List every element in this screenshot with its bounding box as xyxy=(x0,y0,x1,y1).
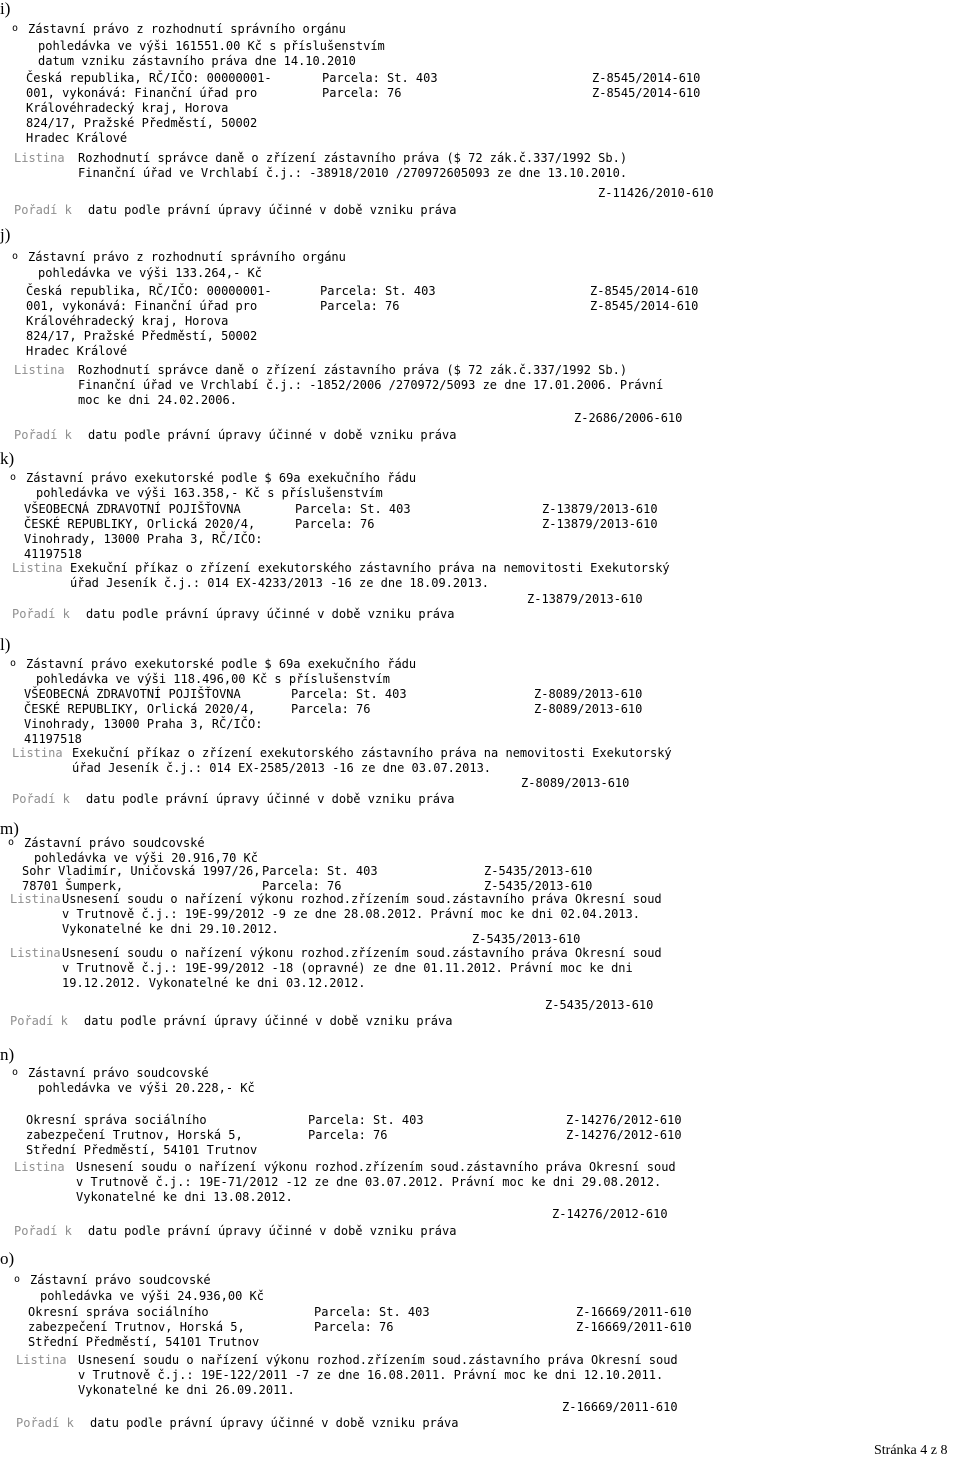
parcel-zcode: Z-8089/2013-610 xyxy=(534,687,643,701)
owner-line: 824/17, Pražské Předměstí, 50002 xyxy=(26,329,258,343)
owner-line: ČESKÉ REPUBLIKY, Orlická 2020/4, xyxy=(24,517,256,531)
listina-line: Usnesení soudu o nařízení výkonu rozhod.zřízením soud.zástavního práva Okresní soud xyxy=(78,1353,678,1367)
owner-line: Královéhradecký kraj, Horova xyxy=(26,314,229,328)
listina-zcode: Z-2686/2006-610 xyxy=(574,411,683,425)
listina-line: Finanční úřad ve Vrchlabí č.j.: -1852/2006 /270972/5093 ze dne 17.01.2006. Právní xyxy=(78,378,664,392)
owner-line: 41197518 xyxy=(24,547,82,561)
parcel-label: Parcela: 76 xyxy=(262,879,342,893)
owner-line: Královéhradecký kraj, Horova xyxy=(26,101,229,115)
listina-zcode: Z-14276/2012-610 xyxy=(552,1207,668,1221)
entry-letter: k) xyxy=(0,449,15,468)
parcel-label: Parcela: St. 403 xyxy=(314,1305,430,1319)
owner-line: zabezpečení Trutnov, Horská 5, xyxy=(28,1320,245,1334)
owner-line: Hradec Králové xyxy=(26,344,128,358)
owner-line: 001, vykonává: Finanční úřad pro xyxy=(26,299,258,313)
listina-line: úřad Jeseník č.j.: 014 EX-2585/2013 -16 ze dne 03.07.2013. xyxy=(72,761,492,775)
entry-detail-line: datum vzniku zástavního práva dne 14.10.2010 xyxy=(38,54,356,68)
owner-line: Okresní správa sociálního xyxy=(26,1113,207,1127)
owner-line: 78701 Šumperk, xyxy=(22,879,124,893)
bullet-icon: o xyxy=(10,658,17,669)
listina-line: Finanční úřad ve Vrchlabí č.j.: -38918/2010 /270972605093 ze dne 13.10.2010. xyxy=(78,166,628,180)
listina-line: moc ke dni 24.02.2006. xyxy=(78,393,237,407)
entry-title: Zástavní právo exekutorské podle $ 69a exekučního řádu xyxy=(26,471,417,485)
poradi-text: datu podle právní úpravy účinné v době vzniku práva xyxy=(86,607,455,621)
parcel-zcode: Z-16669/2011-610 xyxy=(576,1305,692,1319)
parcel-label: Parcela: 76 xyxy=(320,299,400,313)
bullet-icon: o xyxy=(12,23,19,34)
entry-title: Zástavní právo soudcovské xyxy=(24,836,205,850)
listina-line: Exekuční příkaz o zřízení exekutorského zástavního práva na nemovitosti Exekutorský xyxy=(72,746,672,760)
listina-line: Usnesení soudu o nařízení výkonu rozhod.zřízením soud.zástavního práva Okresní soud xyxy=(62,946,662,960)
owner-line: 41197518 xyxy=(24,732,82,746)
entry-detail-line: pohledávka ve výši 161551.00 Kč s příslušenstvím xyxy=(38,39,385,53)
owner-line: 001, vykonává: Finanční úřad pro xyxy=(26,86,258,100)
parcel-zcode: Z-5435/2013-610 xyxy=(484,864,593,878)
entry-title: Zástavní právo z rozhodnutí správního orgánu xyxy=(28,250,346,264)
parcel-zcode: Z-8089/2013-610 xyxy=(534,702,643,716)
listina-label: Listina xyxy=(14,151,65,165)
listina-zcode: Z-8089/2013-610 xyxy=(521,776,630,790)
listina-label: Listina xyxy=(16,1353,67,1367)
entry-detail-line: pohledávka ve výši 133.264,- Kč xyxy=(38,266,262,280)
listina-line: Exekuční příkaz o zřízení exekutorského zástavního práva na nemovitosti Exekutorský xyxy=(70,561,670,575)
listina-zcode: Z-5435/2013-610 xyxy=(472,932,581,946)
parcel-label: Parcela: 76 xyxy=(308,1128,388,1142)
owner-line: Sohr Vladimír, Uničovská 1997/26, xyxy=(22,864,261,878)
entry-title: Zástavní právo soudcovské xyxy=(30,1273,211,1287)
entry-detail-line: pohledávka ve výši 118.496,00 Kč s příslušenstvím xyxy=(36,672,391,686)
bullet-icon: o xyxy=(8,837,15,848)
listina-label: Listina xyxy=(14,1160,65,1174)
poradi-text: datu podle právní úpravy účinné v době vzniku práva xyxy=(88,203,457,217)
parcel-zcode: Z-13879/2013-610 xyxy=(542,502,658,516)
owner-line: Okresní správa sociálního xyxy=(28,1305,209,1319)
parcel-zcode: Z-8545/2014-610 xyxy=(592,86,701,100)
listina-label: Listina xyxy=(10,946,61,960)
listina-line: Usnesení soudu o nařízení výkonu rozhod.zřízením soud.zástavního práva Okresní soud xyxy=(62,892,662,906)
parcel-label: Parcela: 76 xyxy=(291,702,371,716)
owner-line: VŠEOBECNÁ ZDRAVOTNÍ POJIŠŤOVNA xyxy=(24,502,241,516)
parcel-label: Parcela: 76 xyxy=(322,86,402,100)
parcel-label: Parcela: St. 403 xyxy=(308,1113,424,1127)
bullet-icon: o xyxy=(14,1274,21,1285)
listina-label: Listina xyxy=(14,363,65,377)
poradi-text: datu podle právní úpravy účinné v době vzniku práva xyxy=(90,1416,459,1430)
entry-detail-line: pohledávka ve výši 20.916,70 Kč xyxy=(34,851,258,865)
parcel-label: Parcela: St. 403 xyxy=(322,71,438,85)
listina-line: Vykonatelné ke dni 13.08.2012. xyxy=(76,1190,293,1204)
listina-zcode: Z-13879/2013-610 xyxy=(527,592,643,606)
owner-line: Hradec Králové xyxy=(26,131,128,145)
owner-line: Česká republika, RČ/IČO: 00000001- xyxy=(26,284,272,298)
listina-line: v Trutnově č.j.: 19E-99/2012 -18 (opravné) ze dne 01.11.2012. Právní moc ke dni xyxy=(62,961,633,975)
listina-line: Rozhodnutí správce daně o zřízení zástavního práva ($ 72 zák.č.337/1992 Sb.) xyxy=(78,363,628,377)
parcel-zcode: Z-14276/2012-610 xyxy=(566,1128,682,1142)
poradi-text: datu podle právní úpravy účinné v době vzniku práva xyxy=(84,1014,453,1028)
page-footer: Stránka 4 z 8 xyxy=(874,1443,948,1458)
listina-label: Listina xyxy=(10,892,61,906)
listina-line: Rozhodnutí správce daně o zřízení zástavního práva ($ 72 zák.č.337/1992 Sb.) xyxy=(78,151,628,165)
listina-line: v Trutnově č.j.: 19E-122/2011 -7 ze dne 16.08.2011. Právní moc ke dni 12.10.2011. xyxy=(78,1368,664,1382)
listina-line: v Trutnově č.j.: 19E-99/2012 -9 ze dne 28.08.2012. Právní moc ke dni 02.04.2013. xyxy=(62,907,640,921)
parcel-zcode: Z-8545/2014-610 xyxy=(590,284,699,298)
owner-line: VŠEOBECNÁ ZDRAVOTNÍ POJIŠŤOVNA xyxy=(24,687,241,701)
poradi-label: Pořadí k xyxy=(14,428,72,442)
owner-line: zabezpečení Trutnov, Horská 5, xyxy=(26,1128,243,1142)
poradi-text: datu podle právní úpravy účinné v době vzniku práva xyxy=(88,1224,457,1238)
parcel-zcode: Z-8545/2014-610 xyxy=(592,71,701,85)
listina-line: v Trutnově č.j.: 19E-71/2012 -12 ze dne 03.07.2012. Právní moc ke dni 29.08.2012. xyxy=(76,1175,662,1189)
parcel-label: Parcela: St. 403 xyxy=(262,864,378,878)
poradi-label: Pořadí k xyxy=(12,607,70,621)
poradi-label: Pořadí k xyxy=(14,203,72,217)
listina-line: Usnesení soudu o nařízení výkonu rozhod.zřízením soud.zástavního práva Okresní soud xyxy=(76,1160,676,1174)
listina-zcode: Z-5435/2013-610 xyxy=(545,998,654,1012)
entry-letter: i) xyxy=(0,0,11,18)
parcel-label: Parcela: St. 403 xyxy=(320,284,436,298)
entry-letter: j) xyxy=(0,225,11,244)
listina-line: 19.12.2012. Vykonatelné ke dni 03.12.2012. xyxy=(62,976,366,990)
entry-letter: n) xyxy=(0,1045,15,1064)
listina-label: Listina xyxy=(12,746,63,760)
listina-line: Vykonatelné ke dni 29.10.2012. xyxy=(62,922,279,936)
listina-line: úřad Jeseník č.j.: 014 EX-4233/2013 -16 ze dne 18.09.2013. xyxy=(70,576,490,590)
owner-line: Střední Předměstí, 54101 Trutnov xyxy=(26,1143,258,1157)
entry-detail-line: pohledávka ve výši 24.936,00 Kč xyxy=(40,1289,264,1303)
poradi-label: Pořadí k xyxy=(10,1014,68,1028)
poradi-label: Pořadí k xyxy=(12,792,70,806)
parcel-zcode: Z-16669/2011-610 xyxy=(576,1320,692,1334)
listina-zcode: Z-11426/2010-610 xyxy=(598,186,714,200)
bullet-icon: o xyxy=(10,472,17,483)
entry-letter: o) xyxy=(0,1249,15,1268)
entry-title: Zástavní právo z rozhodnutí správního orgánu xyxy=(28,22,346,36)
entry-title: Zástavní právo exekutorské podle $ 69a exekučního řádu xyxy=(26,657,417,671)
parcel-zcode: Z-13879/2013-610 xyxy=(542,517,658,531)
parcel-zcode: Z-5435/2013-610 xyxy=(484,879,593,893)
listina-line: Vykonatelné ke dni 26.09.2011. xyxy=(78,1383,295,1397)
parcel-zcode: Z-8545/2014-610 xyxy=(590,299,699,313)
parcel-label: Parcela: 76 xyxy=(314,1320,394,1334)
entry-detail-line: pohledávka ve výši 20.228,- Kč xyxy=(38,1081,255,1095)
owner-line: Střední Předměstí, 54101 Trutnov xyxy=(28,1335,260,1349)
poradi-text: datu podle právní úpravy účinné v době vzniku práva xyxy=(86,792,455,806)
listina-zcode: Z-16669/2011-610 xyxy=(562,1400,678,1414)
entry-letter: l) xyxy=(0,635,11,654)
poradi-text: datu podle právní úpravy účinné v době vzniku práva xyxy=(88,428,457,442)
owner-line: Vinohrady, 13000 Praha 3, RČ/IČO: xyxy=(24,717,263,731)
owner-line: ČESKÉ REPUBLIKY, Orlická 2020/4, xyxy=(24,702,256,716)
listina-label: Listina xyxy=(12,561,63,575)
parcel-label: Parcela: 76 xyxy=(295,517,375,531)
owner-line: Česká republika, RČ/IČO: 00000001- xyxy=(26,71,272,85)
owner-line: Vinohrady, 13000 Praha 3, RČ/IČO: xyxy=(24,532,263,546)
parcel-zcode: Z-14276/2012-610 xyxy=(566,1113,682,1127)
parcel-label: Parcela: St. 403 xyxy=(291,687,407,701)
poradi-label: Pořadí k xyxy=(14,1224,72,1238)
owner-line: 824/17, Pražské Předměstí, 50002 xyxy=(26,116,258,130)
bullet-icon: o xyxy=(12,1067,19,1078)
entry-letter: m) xyxy=(0,819,19,838)
bullet-icon: o xyxy=(12,251,19,262)
entry-detail-line: pohledávka ve výši 163.358,- Kč s příslušenstvím xyxy=(36,486,383,500)
parcel-label: Parcela: St. 403 xyxy=(295,502,411,516)
poradi-label: Pořadí k xyxy=(16,1416,74,1430)
entry-title: Zástavní právo soudcovské xyxy=(28,1066,209,1080)
